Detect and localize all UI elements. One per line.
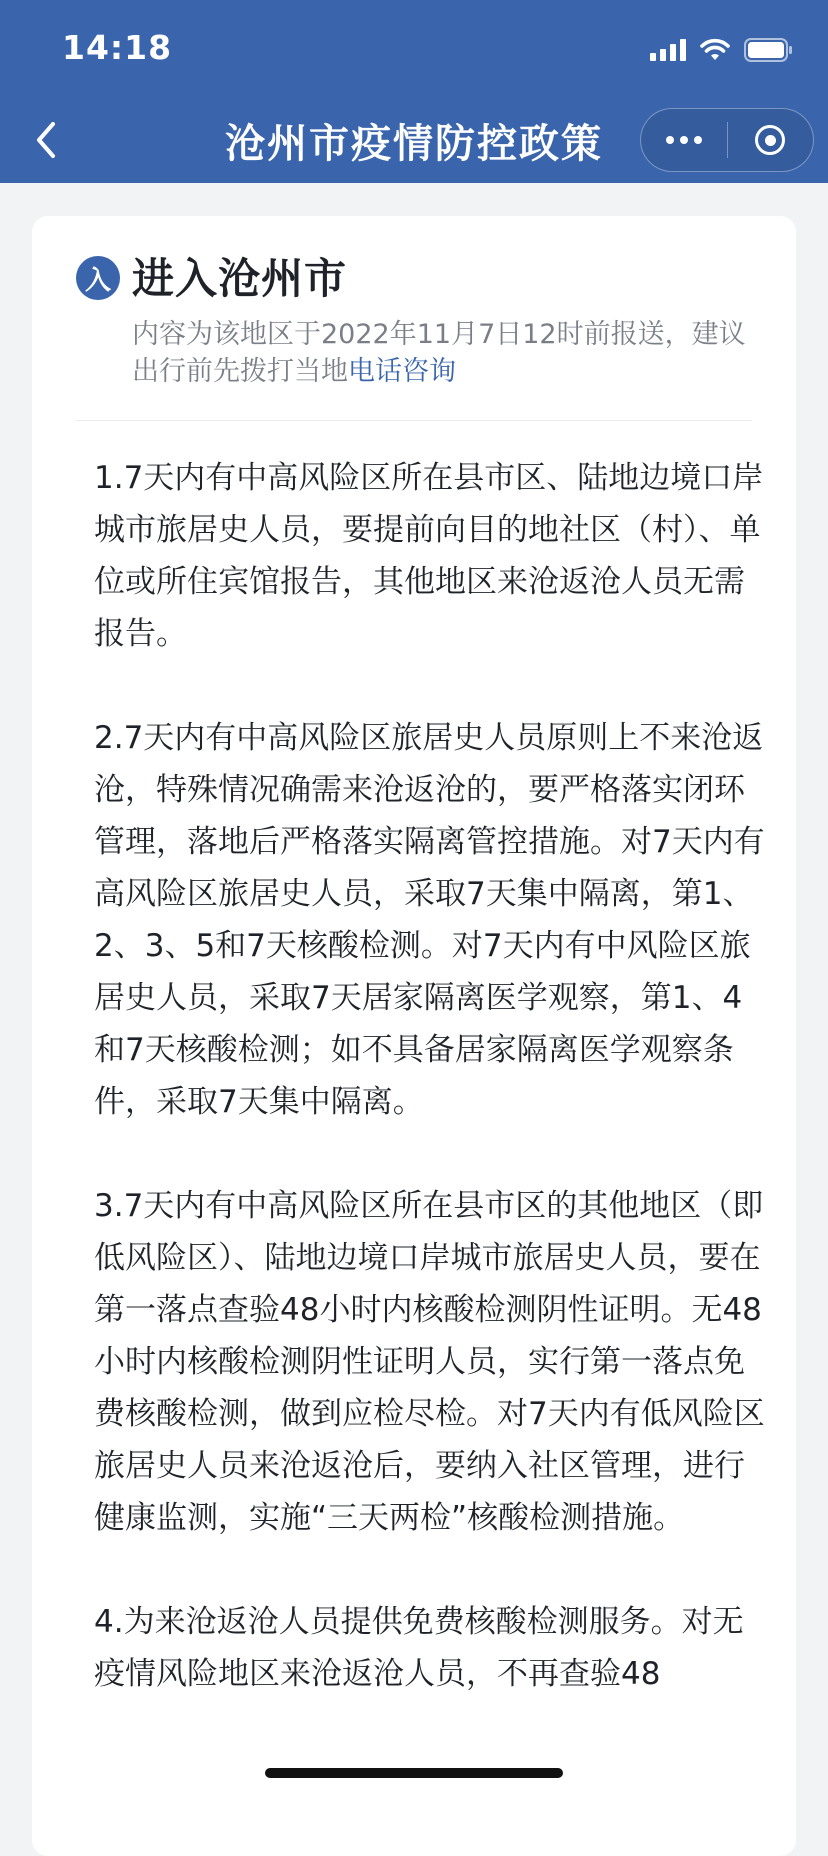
policy-paragraph: 4.为来沧返沧人员提供免费核酸检测服务。对无疫情风险地区来沧返沧人员，不再查验48 [94, 1604, 744, 1692]
miniprogram-capsule [640, 108, 814, 172]
policy-paragraph: 1.7天内有中高风险区所在县市区、陆地边境口岸城市旅居史人员，要提前向目的地社区（村）、单位或所住宾馆报告，其他地区来沧返沧人员无需报告。 [94, 460, 764, 652]
section-title: 进入沧州市 [132, 254, 348, 303]
battery-icon [744, 38, 794, 62]
section-note-text: 内容为该地区于2022年11月7日12时前报送，建议出行前先拨打当地 [132, 319, 746, 387]
more-dots-icon [666, 136, 702, 144]
phone-consult-link[interactable]: 电话咨询 [348, 356, 456, 387]
wifi-icon [700, 38, 730, 62]
cellular-signal-icon [650, 39, 686, 61]
home-indicator[interactable] [265, 1768, 563, 1778]
section-badge: 入 [76, 256, 120, 300]
header-bar [0, 0, 828, 183]
status-icons [650, 36, 794, 64]
policy-paragraph: 3.7天内有中高风险区所在县市区的其他地区（即低风险区）、陆地边境口岸城市旅居史人员，要在第一落点查验48小时内核酸检测阴性证明。无48小时内核酸检测阴性证明人员，实行第一落点免费核酸检测，做到应检尽检。对7天内有低风险区旅居史人员来沧返沧后，要纳入社区管理，进行健康监测，实施“三天两检”核酸检测措施。 [94, 1188, 765, 1536]
section-divider [76, 420, 752, 421]
close-button[interactable] [728, 109, 814, 171]
policy-content [94, 452, 766, 1752]
target-close-icon [755, 125, 785, 155]
policy-card [32, 216, 796, 1856]
policy-paragraph: 2.7天内有中高风险区旅居史人员原则上不来沧返沧，特殊情况确需来沧返沧的，要严格落实闭环管理，落地后严格落实隔离管控措施。对7天内有高风险区旅居史人员，采取7天集中隔离，第1、2、3、5和7天核酸检测。对7天内有中风险区旅居史人员，采取7天居家隔离医学观察，第1、4和7天核酸检测；如不具备居家隔离医学观察条件，采取7天集中隔离。 [94, 720, 765, 1120]
page-title: 沧州市疫情防控政策 [225, 121, 603, 167]
status-time: 14:18 [62, 28, 173, 67]
section-note [132, 316, 762, 390]
more-button[interactable] [641, 109, 727, 171]
